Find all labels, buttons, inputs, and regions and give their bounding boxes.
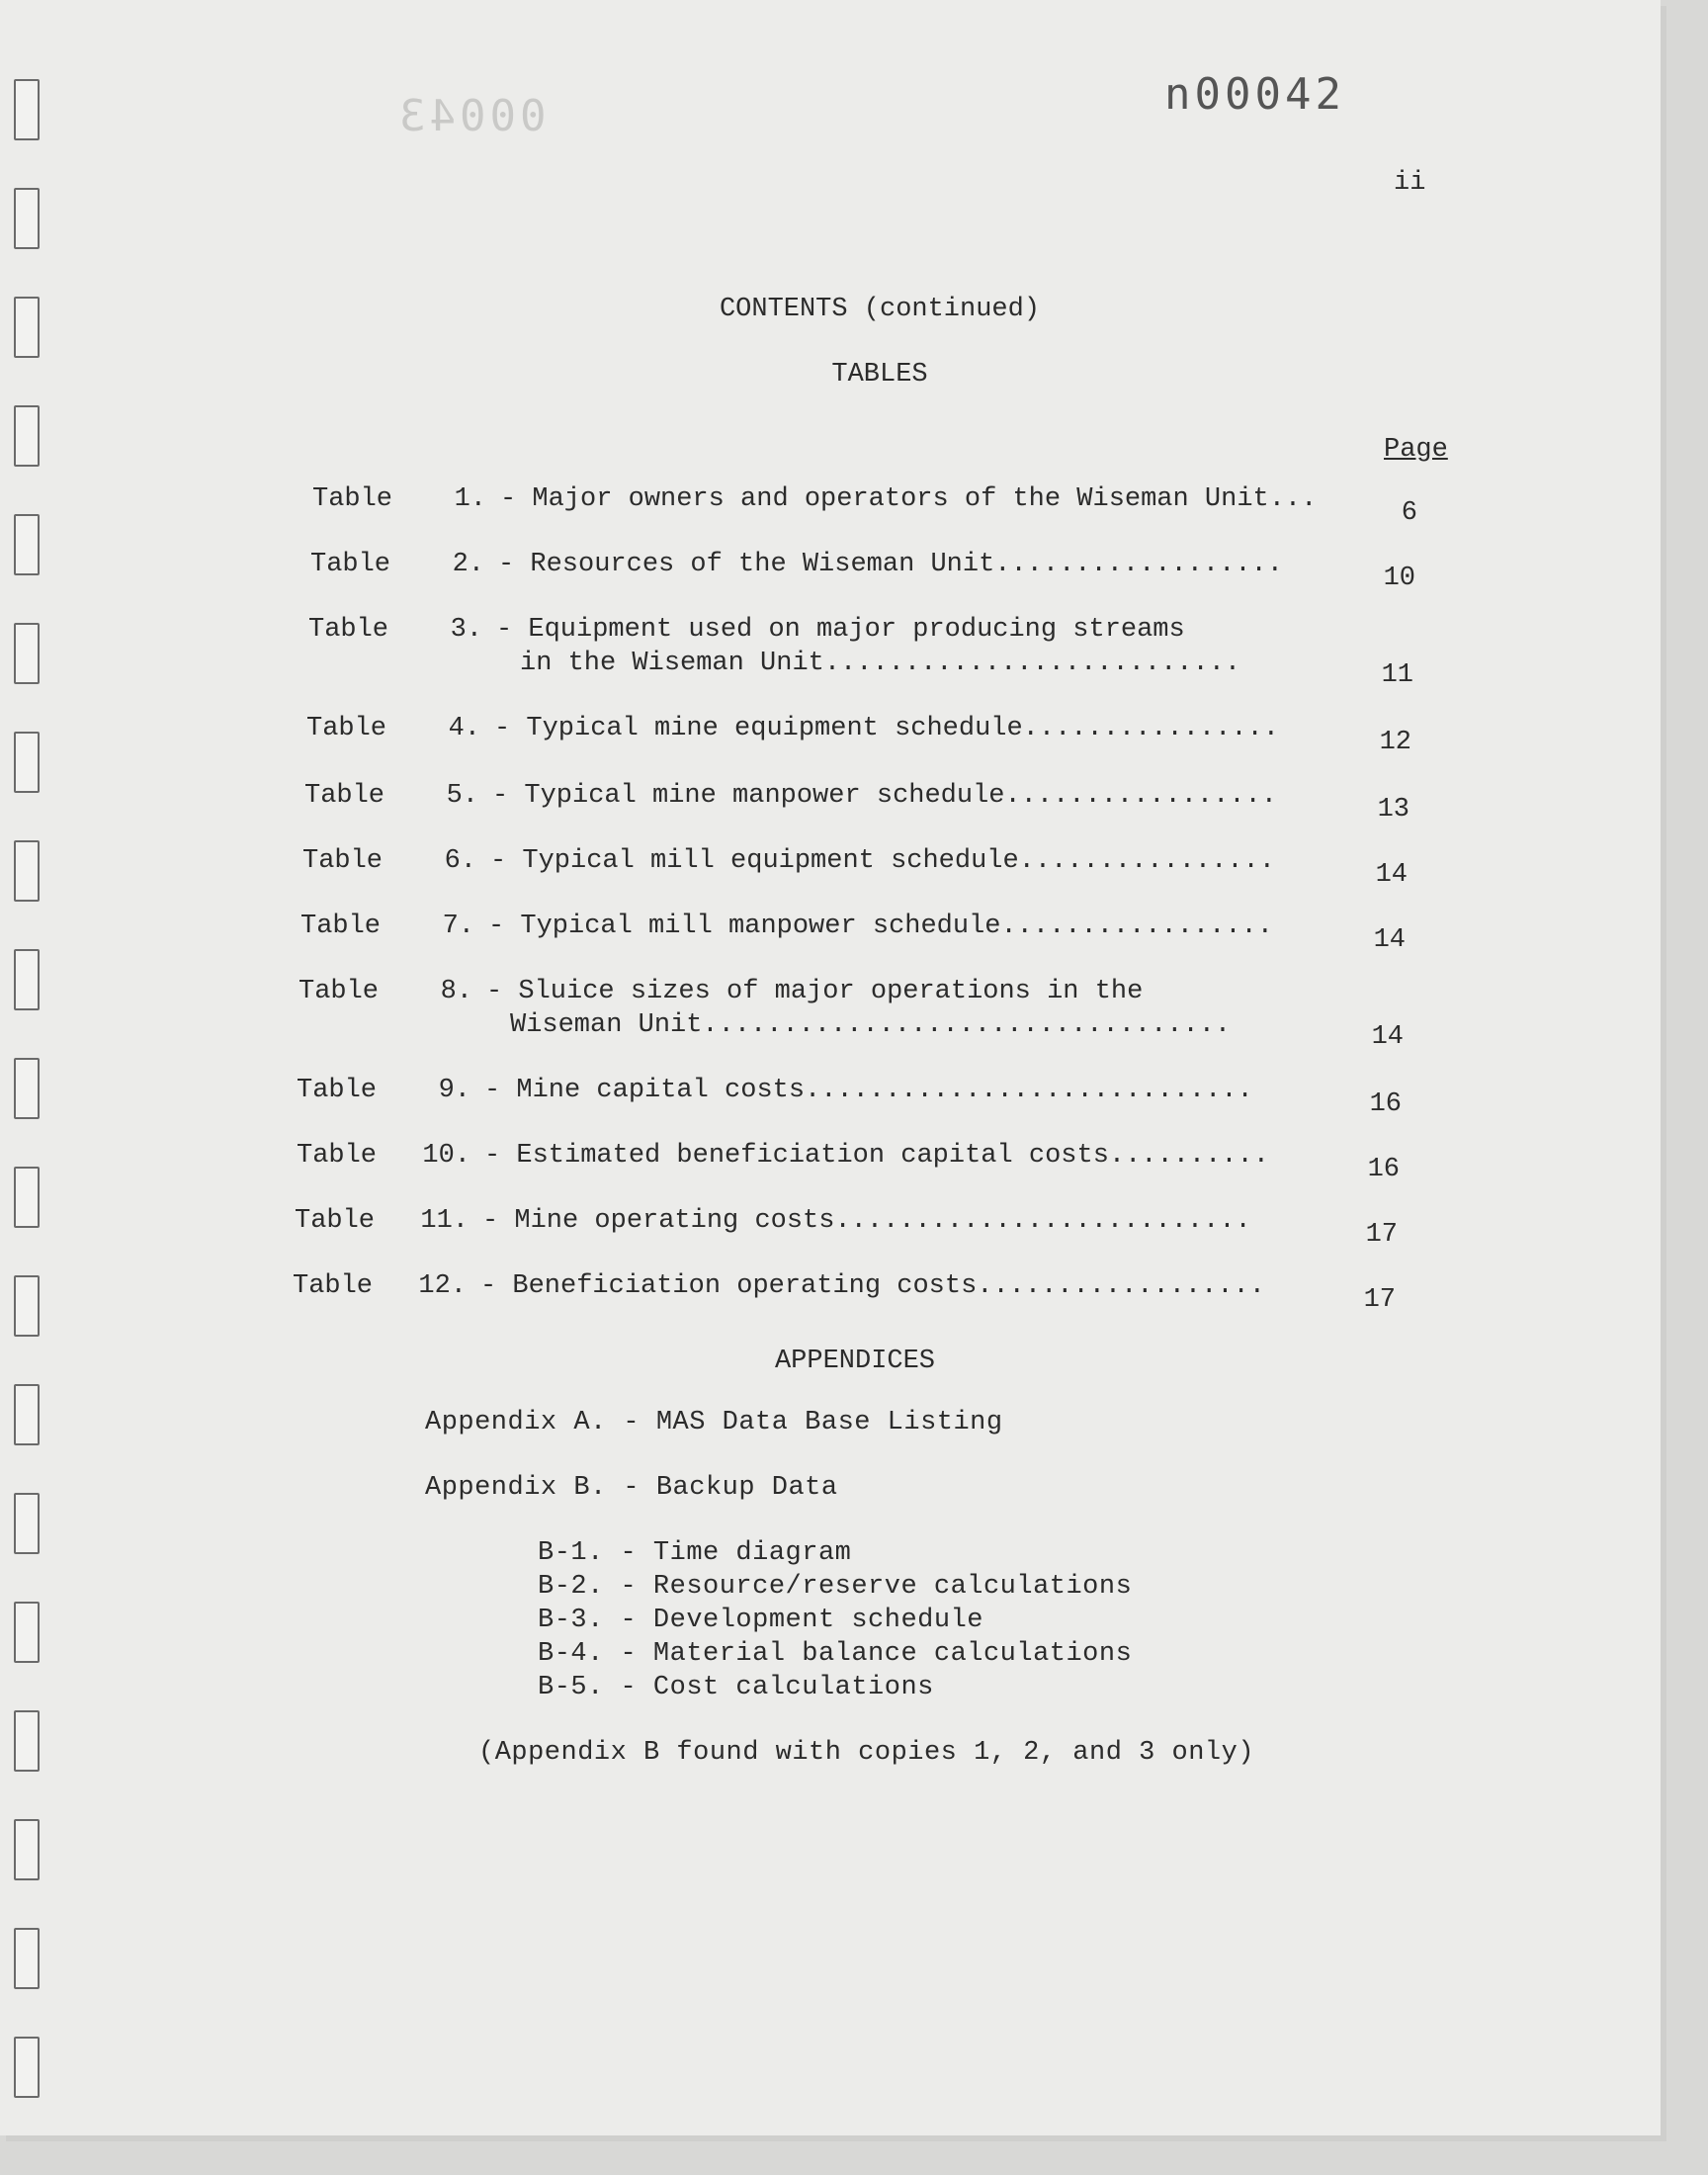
table-entry-label: Table [297,1076,378,1105]
table-entry-title: - Estimated beneficiation capital costs.......... [484,1141,1269,1171]
tables-heading: TABLES [831,360,928,390]
appendix-note: (Appendix B found with copies 1, 2, and 3 only) [478,1738,1255,1768]
table-entry-number: 1. [454,484,486,514]
table-entry-label: Table [310,550,391,579]
table-entry [300,912,1273,941]
table-entry [297,1141,1269,1171]
table-entry-page: 14 [1375,860,1408,890]
table-entry-number: 2. [452,550,484,579]
table-entry-title: - Mine operating costs.......................... [482,1206,1251,1236]
table-entry [299,977,1143,1006]
binder-hole [14,1819,40,1880]
table-entry [302,846,1275,876]
table-entry-label: Table [299,977,380,1006]
table-entry-number: 7. [442,912,474,941]
table-entry [306,714,1279,743]
table-entry-number: 6. [444,846,476,876]
table-entry-title-continued: Wiseman Unit................................. [510,1010,1232,1040]
appendix-entry: Appendix A. - MAS Data Base Listing [425,1408,1003,1437]
table-entry-page: 12 [1379,728,1411,757]
table-entry-label: Table [295,1206,376,1236]
binder-hole [14,1275,40,1337]
table-entry [295,1206,1251,1236]
table-entry-title: - Typical mill manpower schedule................. [488,912,1273,941]
appendices-heading: APPENDICES [774,1347,936,1376]
appendix-b-item: B-1. - Time diagram [538,1538,852,1568]
table-entry-title: - Typical mine equipment schedule................ [494,714,1279,743]
table-entry-page: 16 [1367,1155,1400,1184]
table-entry-label: Table [308,615,389,645]
table-entry-label: Table [293,1271,374,1301]
table-entry-title: - Beneficiation operating costs.................. [480,1271,1265,1301]
table-entry-title: - Typical mine manpower schedule................. [492,781,1277,811]
appendix-b-item: B-5. - Cost calculations [538,1673,934,1702]
table-entry-label: Table [300,912,382,941]
table-entry-label: Table [297,1141,378,1171]
table-entry-title: - Resources of the Wiseman Unit.................. [498,550,1283,579]
table-entry-page: 11 [1381,660,1413,690]
binder-hole [14,297,40,358]
table-entry [312,484,1317,514]
appendix-b-item: B-3. - Development schedule [538,1606,983,1635]
table-entry [310,550,1283,579]
table-entry-page: 16 [1369,1089,1402,1119]
table-entry-title-continued: in the Wiseman Unit.......................... [520,649,1241,678]
binder-hole [14,1167,40,1228]
binder-hole [14,2037,40,2098]
binder-hole [14,949,40,1010]
binder-hole [14,1493,40,1554]
binder-hole [14,840,40,902]
appendix-b-item: B-4. - Material balance calculations [538,1639,1133,1669]
table-entry-page: 13 [1377,795,1409,825]
page-number: ii [1394,168,1426,198]
table-entry-page: 17 [1365,1220,1398,1250]
table-entry [293,1271,1265,1301]
table-entry-number: 9. [438,1076,470,1105]
table-entry [304,781,1277,811]
binder-hole [14,623,40,684]
table-entry-label: Table [304,781,385,811]
binder-hole [14,405,40,467]
binder-hole [14,514,40,575]
table-entry-number: 10. [422,1141,470,1171]
table-entry-title: - Major owners and operators of the Wiseman Unit... [500,484,1318,514]
table-entry-page: 14 [1371,1022,1404,1052]
binder-hole [14,1928,40,1989]
table-entry [297,1076,1253,1105]
table-entry-page: 17 [1363,1285,1396,1315]
table-entry-number: 3. [450,615,482,645]
binder-hole [14,79,40,140]
binder-hole [14,1710,40,1772]
binder-hole [14,732,40,793]
table-entry-number: 5. [446,781,478,811]
table-entry-label: Table [312,484,393,514]
table-entry-page: 6 [1401,498,1417,528]
contents-heading: CONTENTS (continued) [719,295,1041,324]
appendix-entry: Appendix B. - Backup Data [425,1473,838,1503]
table-entry-label: Table [306,714,387,743]
table-entry-page: 14 [1373,925,1406,955]
table-entry-title: - Mine capital costs............................ [484,1076,1253,1105]
page-column-label: Page [1384,435,1448,465]
binder-hole [14,188,40,249]
table-entry [308,615,1185,645]
table-entry-label: Table [302,846,384,876]
appendix-b-item: B-2. - Resource/reserve calculations [538,1572,1133,1602]
table-entry-number: 8. [440,977,472,1006]
binder-hole [14,1384,40,1445]
table-entry-title: - Typical mill equipment schedule................ [490,846,1275,876]
binder-hole [14,1602,40,1663]
document-stamp-number: n00042 [1164,69,1345,120]
bleed-through-stamp: 00043 [395,91,547,141]
table-entry-title: - Sluice sizes of major operations in the [486,977,1144,1006]
table-entry-number: 11. [420,1206,469,1236]
table-entry-number: 4. [448,714,480,743]
table-entry-page: 10 [1383,564,1415,593]
table-entry-number: 12. [418,1271,467,1301]
table-entry-title: - Equipment used on major producing streams [496,615,1185,645]
binder-hole [14,1058,40,1119]
